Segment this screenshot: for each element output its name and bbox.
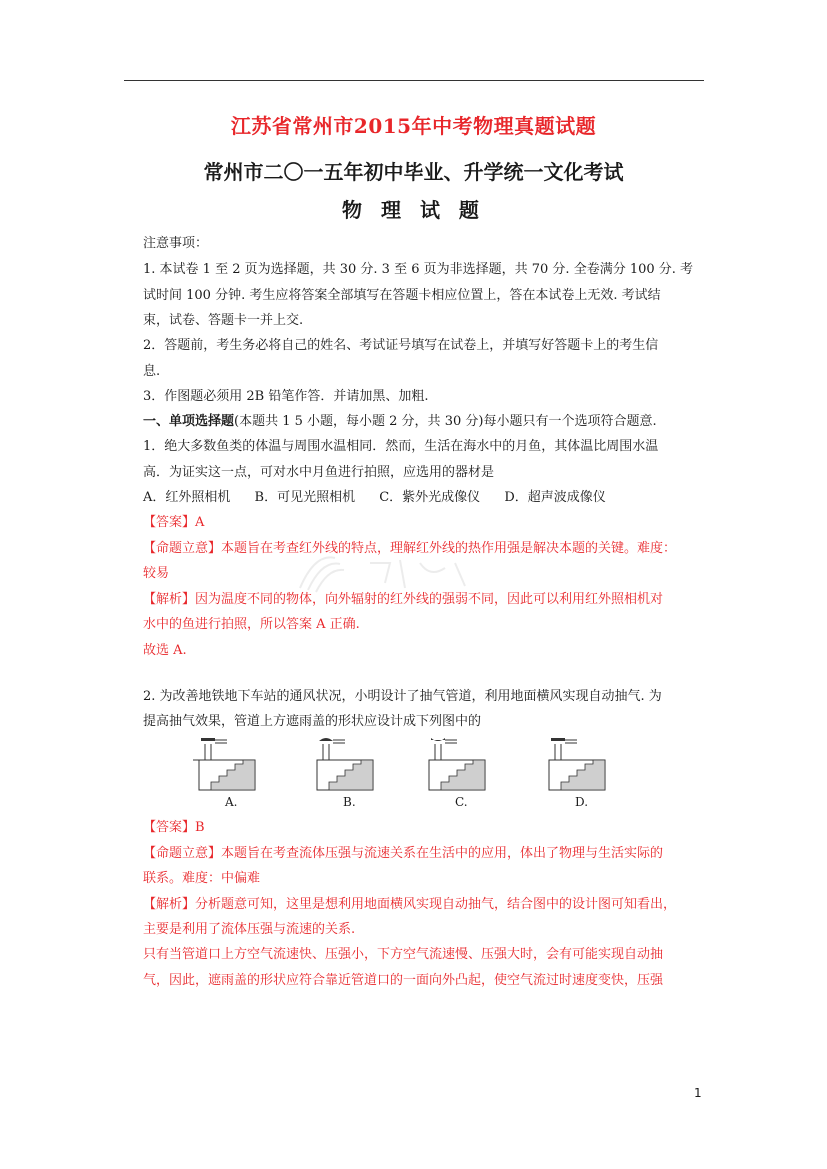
q1-intent-line-1: 【命题立意】本题旨在考查红外线的特点，理解红外线的热作用强是解决本题的关键。难度： [143,541,677,556]
q1-answer: 【答案】A [143,515,205,530]
header-rule [124,80,704,81]
note-2-line-1: 2．答题前，考生务必将自己的姓名、考试证号填写在试卷上，并填写好答题卡上的考生信 [143,338,659,353]
q2-figure-d-label: D. [575,795,589,809]
q1-intent-line-2: 较易 [143,566,170,581]
q2-figure-d [543,736,623,810]
q1-conclusion: 故选 A. [143,643,187,658]
q1-options [143,490,626,506]
q2-figure-a-label: A. [225,795,238,809]
q1-option-c: C．紫外光成像仪 [379,490,481,505]
vent-diagram-b-icon [311,736,391,796]
q2-figure-b-label: B. [343,795,356,809]
paper-title: 物 理 试 题 [342,198,485,222]
q2-figures [183,736,623,810]
q2-figure-a [193,736,273,810]
page-number: 1 [694,1086,702,1100]
note-3: 3．作图题必须用 2B 铅笔作答．并请加黑、加粗. [143,389,429,404]
note-1-line-3: 束，试卷、答题卡一并上交. [143,313,304,328]
section-heading-bold: 一、单项选择题 [143,414,235,429]
q2-intent-line-1: 【命题立意】本题旨在考查流体压强与流速关系在生活中的应用，体出了物理与生活实际的 [143,846,664,861]
q2-intent-line-2: 联系。难度：中偏难 [143,871,261,886]
note-2-line-2: 息. [143,364,161,379]
exam-title: 常州市二〇一五年初中毕业、升学统一文化考试 [203,160,624,184]
q1-option-a: A．红外照相机 [143,490,231,505]
q1-stem-line-1: 1．绝大多数鱼类的体温与周围水温相同．然而，生活在海水中的月鱼，其体温比周围水温 [143,439,659,454]
q2-stem-line-1: 2. 为改善地铁地下车站的通风状况，小明设计了抽气管道，利用地面横风实现自动抽气. 为 [143,689,662,704]
q2-analysis-line-4: 气，因此，遮雨盖的形状应符合靠近管道口的一面向外凸起，使空气流过时速度变快，压强 [143,973,664,988]
q2-answer: 【答案】B [143,820,205,835]
section-heading [143,414,657,430]
q2-figure-b [311,736,391,810]
q1-option-d: D．超声波成像仪 [504,490,606,505]
q1-analysis-line-1: 【解析】因为温度不同的物体，向外辐射的红外线的强弱不同，因此可以利用红外照相机对 [143,592,664,607]
notes-heading: 注意事项： [143,236,209,251]
q2-analysis-line-3: 只有当管道口上方空气流速快、压强小，下方空气流速慢、压强大时，会有可能实现自动抽 [143,947,664,962]
note-1-line-2: 试时间 100 分钟. 考生应将答案全部填写在答题卡相应位置上，答在本试卷上无效. 考试结 [143,288,661,303]
section-heading-rest: (本题共 1 5 小题，每小题 2 分，共 30 分)每小题只有一个选项符合题意. [234,414,657,429]
vent-diagram-a-icon [193,736,273,796]
q1-option-b: B．可见光照相机 [254,490,356,505]
q1-stem-line-2: 高．为证实这一点，可对水中月鱼进行拍照，应选用的器材是 [143,465,495,480]
q2-stem-line-2: 提高抽气效果，管道上方遮雨盖的形状应设计成下列图中的 [143,714,482,729]
vent-diagram-d-icon [543,736,623,796]
vent-diagram-c-icon [423,736,503,796]
q2-figure-c [423,736,503,810]
watermark-logo [290,548,490,598]
document-title: 江苏省常州市2015年中考物理真题试题 [230,114,597,138]
q1-analysis-line-2: 水中的鱼进行拍照，所以答案 A 正确. [143,617,360,632]
note-1-line-1: 1. 本试卷 1 至 2 页为选择题，共 30 分. 3 至 6 页为非选择题，共 70 分. 全卷满分 100 分. 考 [143,262,694,277]
q2-analysis-line-2: 主要是利用了流体压强与流速的关系. [143,922,356,937]
q2-figure-c-label: C. [455,795,468,809]
q2-analysis-line-1: 【解析】分析题意可知，这里是想利用地面横风实现自动抽气，结合图中的设计图可知看出， [143,897,677,912]
